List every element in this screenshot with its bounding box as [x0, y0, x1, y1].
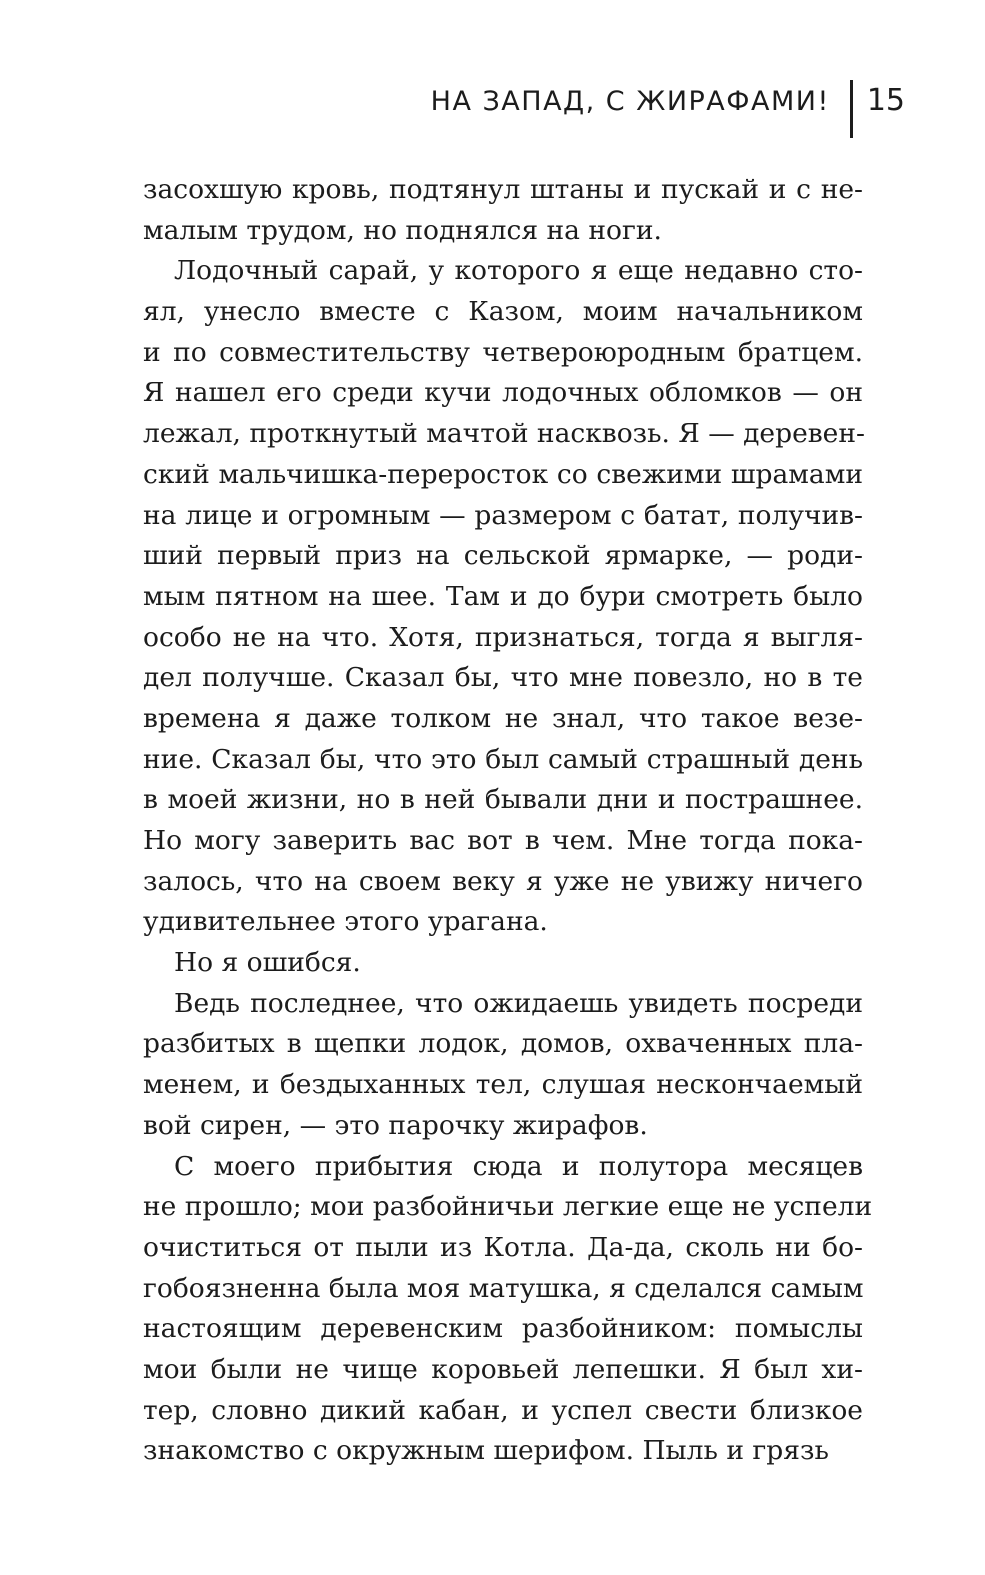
text-line: Лодочный сарай, у которого я еще недавно сто-: [174, 255, 863, 287]
text-line: не прошло; мои разбойничьи легкие еще не успели: [143, 1191, 873, 1223]
paragraph: [143, 170, 863, 251]
text-line: ял, унесло вместе с Казом, моим начальником: [143, 296, 863, 328]
text-line: ский мальчишка-переросток со свежими шрамами: [143, 458, 863, 490]
text-line: на лице и огромным — размером с батат, получив-: [143, 499, 863, 531]
text-line: тер, словно дикий кабан, и успел свести близкое: [143, 1394, 863, 1426]
text-line: Ведь последнее, что ожидаешь увидеть посреди: [174, 987, 863, 1019]
paragraph: [143, 1147, 873, 1473]
text-line: Я нашел его среди кучи лодочных обломков — он: [143, 377, 863, 409]
text-line: мои были не чище коровьей лепешки. Я был хи-: [143, 1353, 863, 1385]
running-header: [431, 80, 905, 144]
text-line: очиститься от пыли из Котла. Да-да, сколь ни бо-: [143, 1231, 863, 1263]
text-line: настоящим деревенским разбойником: помыслы: [143, 1313, 863, 1345]
text-line: Но я ошибся.: [174, 947, 361, 979]
text-line: удивительнее этого урагана.: [143, 906, 548, 938]
text-line: особо не на что. Хотя, признаться, тогда я выгля-: [143, 621, 863, 653]
text-line: времена я даже толком не знал, что такое везе-: [143, 702, 863, 734]
text-line: залось, что на своем веку я уже не увижу ничего: [143, 865, 863, 897]
body-text: [143, 170, 873, 1472]
header-divider: [850, 80, 853, 138]
paragraph: [143, 943, 863, 984]
text-line: менем, и бездыханных тел, слушая нескончаемый: [143, 1069, 863, 1101]
text-line: засохшую кровь, подтянул штаны и пускай и с не-: [143, 174, 863, 205]
text-line: лежал, проткнутый мачтой насквозь. Я — деревен-: [143, 418, 865, 450]
text-line: дел получше. Сказал бы, что мне повезло, но в те: [143, 662, 863, 694]
text-line: мым пятном на шее. Там и до бури смотреть было: [143, 580, 863, 612]
chapter-title: НА ЗАПАД, С ЖИРАФАМИ!: [430, 86, 830, 117]
text-line: ние. Сказал бы, что это был самый страшный день: [143, 743, 863, 775]
text-line: вой сирен, — это парочку жирафов.: [143, 1109, 648, 1141]
text-line: гобоязненна была моя матушка, я сделался самым: [143, 1272, 864, 1304]
text-line: знакомство с окружным шерифом. Пыль и грязь: [143, 1435, 829, 1467]
text-line: Но могу заверить вас вот в чем. Мне тогда пока-: [143, 825, 863, 856]
text-line: разбитых в щепки лодок, домов, охваченных пла-: [143, 1028, 863, 1060]
paragraph: [143, 984, 863, 1147]
text-line: малым трудом, но поднялся на ноги.: [143, 214, 662, 246]
text-line: ший первый приз на сельской ярмарке, — роди-: [143, 540, 863, 572]
paragraph: [143, 251, 863, 943]
text-line: С моего прибытия сюда и полутора месяцев: [174, 1150, 863, 1182]
text-line: в моей жизни, но в ней бывали дни и пострашнее.: [143, 784, 863, 816]
text-line: и по совместительству четвероюродным братцем.: [143, 336, 863, 368]
page-number: 15: [866, 83, 905, 118]
